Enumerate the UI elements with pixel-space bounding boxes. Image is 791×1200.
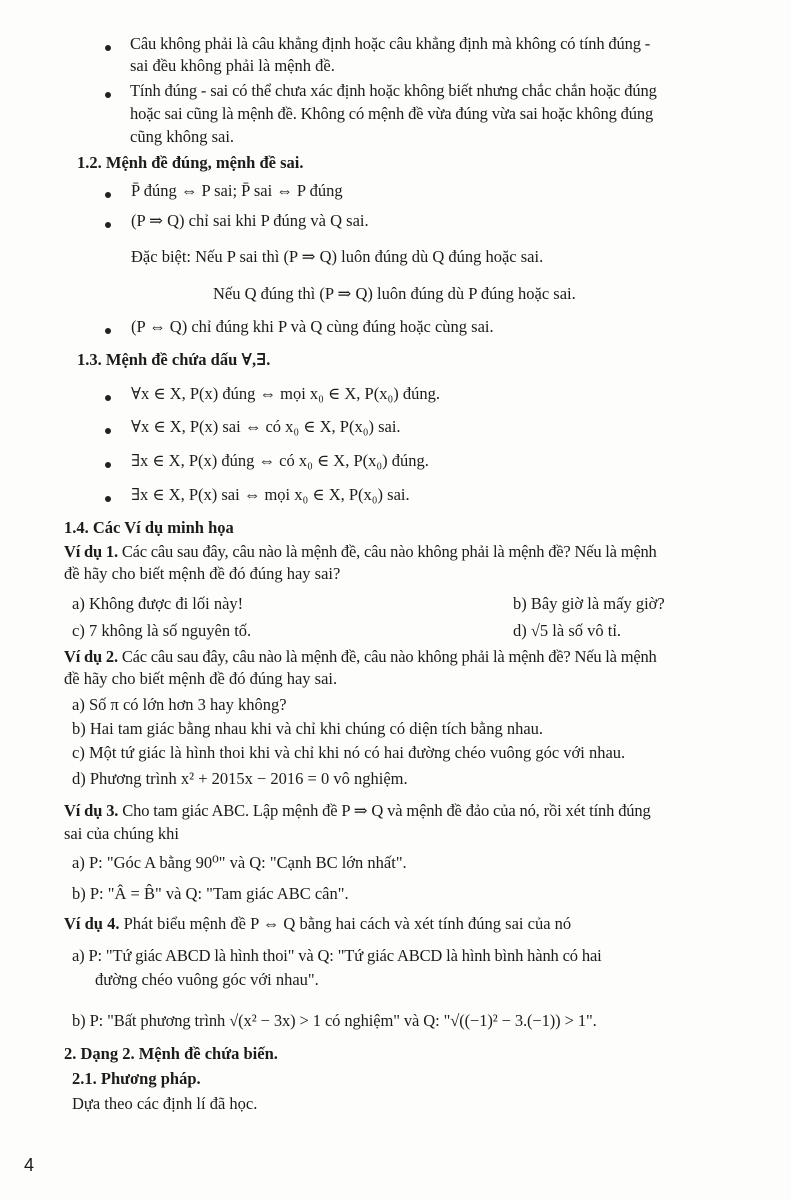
special-case-1: Đặc biệt: Nếu P sai thì (P ⇒ Q) luôn đúng dù Q đúng hoặc sai. xyxy=(131,247,544,266)
example-4-line-1 xyxy=(64,913,571,934)
example-1-line-1 xyxy=(64,541,657,562)
method-text: Dựa theo các định lí đã học. xyxy=(72,1094,258,1113)
example-1-item-d: d) √5 là số vô tỉ. xyxy=(513,621,622,640)
quantifier-rule-4: ∃x ∈ X, P(x) sai ⇔ mọi x₀ ∈ X, P(x₀) sai. xyxy=(131,485,410,504)
quantifier-rule-2: ∀x ∈ X, P(x) sai ⇔ có x₀ ∈ X, P(x₀) sai. xyxy=(131,417,401,436)
example-3-item-b: b) P: "Â = B̂" và Q: "Tam giác ABC cân". xyxy=(72,884,349,903)
example-1-line-2: đề hãy cho biết mệnh đề đó đúng hay sai? xyxy=(64,564,341,583)
example-1-item-b: b) Bây giờ là mấy giờ? xyxy=(513,594,665,613)
example-3-label: Ví dụ 3. xyxy=(64,801,119,820)
rule-equivalence: (P ⇔ Q) chỉ đúng khi P và Q cùng đúng hoặc cùng sai. xyxy=(131,317,494,336)
example-3-item-a: a) P: "Góc A bằng 90⁰" và Q: "Cạnh BC lớn nhất". xyxy=(72,853,407,872)
example-4-item-b: b) P: "Bất phương trình √(x² − 3x) > 1 có nghiệm" và Q: "√((−1)² − 3.(−1)) > 1". xyxy=(72,1011,597,1030)
example-4-item-a-line-1: a) P: "Tứ giác ABCD là hình thoi" và Q: "Tứ giác ABCD là hình bình hành có hai xyxy=(72,946,602,965)
bullet-dot xyxy=(105,395,111,401)
intro-bullet-2-line-1: Tính đúng - sai có thể chưa xác định hoặc không biết nhưng chắc chắn hoặc đúng xyxy=(130,81,657,100)
quantifier-rule-1: ∀x ∈ X, P(x) đúng ⇔ mọi x₀ ∈ X, P(x₀) đúng. xyxy=(131,384,440,403)
quantifier-rule-3: ∃x ∈ X, P(x) đúng ⇔ có x₀ ∈ X, P(x₀) đúng. xyxy=(131,451,429,470)
bullet-dot xyxy=(105,462,111,468)
section-heading-2: 2. Dạng 2. Mệnh đề chứa biến. xyxy=(64,1044,278,1063)
example-4-label: Ví dụ 4. xyxy=(64,914,120,933)
bullet-dot xyxy=(105,328,111,334)
section-heading-1-4: 1.4. Các Ví dụ minh họa xyxy=(64,518,234,537)
example-3-line-2: sai của chúng khi xyxy=(64,824,180,843)
bullet-dot xyxy=(105,222,111,228)
bullet-dot xyxy=(105,92,111,98)
bullet-dot xyxy=(105,428,111,434)
intro-bullet-2-line-2: hoặc sai cũng là mệnh đề. Không có mệnh đề vừa đúng vừa sai hoặc không đúng xyxy=(130,104,654,123)
page-number: 4 xyxy=(24,1155,35,1175)
example-3-text: Cho tam giác ABC. Lập mệnh đề P ⇒ Q và mệnh đề đảo của nó, rồi xét tính đúng xyxy=(122,801,651,820)
bullet-dot xyxy=(105,192,111,198)
example-1-item-a: a) Không được đi lối này! xyxy=(72,594,244,613)
example-2-line-2: đề hãy cho biết mệnh đề đó đúng hay sai. xyxy=(64,669,338,688)
intro-bullet-2-line-3: cũng không sai. xyxy=(130,127,235,146)
example-2-text: Các câu sau đây, câu nào là mệnh đề, câu nào không phải là mệnh đề? Nếu là mệnh xyxy=(121,647,657,666)
rule-negation: P̄ đúng ⇔ P sai; P̄ sai ⇔ P đúng xyxy=(131,181,343,200)
subsection-heading-2-1: 2.1. Phương pháp. xyxy=(72,1069,201,1088)
example-2-item-b: b) Hai tam giác bằng nhau khi và chỉ khi chúng có diện tích bằng nhau. xyxy=(72,719,544,738)
example-1-text: Các câu sau đây, câu nào là mệnh đề, câu nào không phải là mệnh đề? Nếu là mệnh xyxy=(121,542,657,561)
example-2-item-c: c) Một tứ giác là hình thoi khi và chỉ khi nó có hai đường chéo vuông góc với nhau. xyxy=(72,743,626,762)
example-3-line-1 xyxy=(64,800,651,821)
rule-implication: (P ⇒ Q) chỉ sai khi P đúng và Q sai. xyxy=(131,211,369,230)
example-4-item-a-line-2: đường chéo vuông góc với nhau". xyxy=(95,970,319,989)
example-4-text: Phát biểu mệnh đề P ⇔ Q bằng hai cách và xét tính đúng sai của nó xyxy=(123,914,572,933)
section-heading-1-2: 1.2. Mệnh đề đúng, mệnh đề sai. xyxy=(77,153,304,172)
example-2-item-d: d) Phương trình x² + 2015x − 2016 = 0 vô nghiệm. xyxy=(72,769,408,788)
example-1-label: Ví dụ 1. xyxy=(64,542,118,561)
example-2-line-1 xyxy=(64,646,657,667)
example-2-label: Ví dụ 2. xyxy=(64,647,118,666)
special-case-2: Nếu Q đúng thì (P ⇒ Q) luôn đúng dù P đúng hoặc sai. xyxy=(213,284,576,303)
section-heading-1-3: 1.3. Mệnh đề chứa dấu ∀,∃. xyxy=(77,350,271,369)
bullet-dot xyxy=(105,45,111,51)
bullet-dot xyxy=(105,496,111,502)
example-2-item-a: a) Số π có lớn hơn 3 hay không? xyxy=(72,695,287,714)
intro-bullet-1-line-2: sai đều không phải là mệnh đề. xyxy=(130,56,335,75)
intro-bullet-1-line-1: Câu không phải là câu khẳng định hoặc câu khẳng định mà không có tính đúng - xyxy=(130,34,651,53)
example-1-item-c: c) 7 không là số nguyên tố. xyxy=(72,621,252,640)
